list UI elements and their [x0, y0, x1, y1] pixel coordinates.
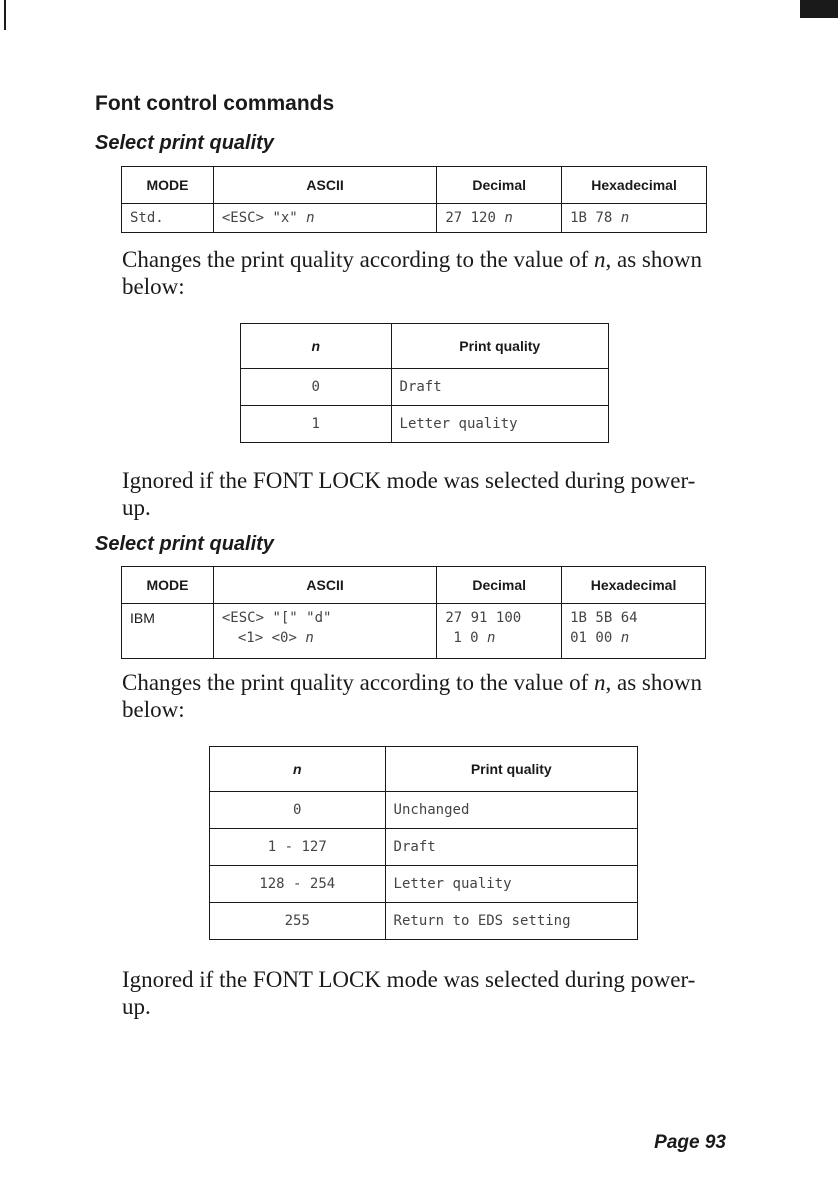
- block2-note: Ignored if the FONT LOCK mode was selected during power-up.: [122, 967, 696, 1019]
- cell-n: 0: [241, 369, 392, 406]
- decimal-line1: 27 91 100: [445, 610, 522, 626]
- block1-subtitle: Select print quality: [95, 132, 274, 154]
- table-row: [241, 406, 609, 443]
- cell-ascii: [213, 604, 436, 659]
- ascii-line2: <1> <0>: [237, 630, 297, 646]
- cell-decimal: [437, 204, 562, 233]
- cell-decimal: [437, 604, 562, 659]
- table-row: [122, 204, 707, 233]
- table-row: [210, 903, 638, 940]
- header-print-quality: Print quality: [391, 324, 608, 369]
- table-row: [210, 866, 638, 903]
- hex-line1: 1B 5B 64: [570, 610, 638, 626]
- section-title: Font control commands: [95, 92, 335, 115]
- block2-command-table: [121, 566, 706, 659]
- intro-n: n: [594, 670, 606, 695]
- ascii-line1: <ESC> "[" "d": [221, 610, 332, 626]
- table-row: [210, 829, 638, 866]
- header-mode: MODE: [122, 167, 214, 204]
- block1-intro: [122, 246, 732, 300]
- cell-quality: Letter quality: [391, 406, 608, 443]
- intro-text: Changes the print quality according to the value of: [122, 247, 595, 272]
- table-row: [241, 369, 609, 406]
- hex-n: n: [620, 210, 630, 226]
- header-n: n: [241, 324, 392, 369]
- intro-n: n: [594, 247, 606, 272]
- decimal-line2: 1 0: [453, 630, 479, 646]
- table-row: [122, 604, 706, 659]
- cell-quality: Draft: [391, 369, 608, 406]
- cell-n: 128 - 254: [210, 866, 386, 903]
- cell-quality: Draft: [385, 829, 637, 866]
- header-decimal: Decimal: [437, 167, 562, 204]
- cell-hex: [562, 604, 706, 659]
- hex-n: n: [620, 630, 630, 646]
- cell-n: 0: [210, 792, 386, 829]
- cell-quality: Letter quality: [385, 866, 637, 903]
- decimal-value: 27 120: [445, 210, 496, 226]
- decimal-n: n: [504, 210, 513, 226]
- decimal-n: n: [487, 630, 496, 646]
- ascii-n: n: [305, 630, 314, 646]
- block2-value-table: [209, 746, 638, 940]
- header-decimal: Decimal: [437, 567, 562, 604]
- cell-mode: Std.: [122, 204, 214, 233]
- block1-note: Ignored if the FONT LOCK mode was selected during power-up.: [122, 468, 696, 520]
- block1-value-table: [240, 323, 609, 443]
- block1-command-table: [121, 166, 707, 233]
- table-header-row: [122, 567, 706, 604]
- ascii-line2-wrap: [222, 628, 428, 648]
- block2-intro: [122, 669, 732, 723]
- corner-registration-mark: [800, 0, 838, 18]
- hex-line2: 01 00: [570, 630, 613, 646]
- table-header-row: [210, 747, 638, 792]
- intro-text-end: , as shown below:: [122, 247, 702, 299]
- decimal-line2-wrap: [445, 628, 553, 648]
- header-hexadecimal: Hexadecimal: [562, 167, 707, 204]
- hex-value: 1B 78: [570, 210, 613, 226]
- header-n: n: [210, 747, 386, 792]
- cell-ascii: [213, 204, 436, 233]
- cell-hex: [562, 204, 707, 233]
- header-print-quality: Print quality: [385, 747, 637, 792]
- cell-mode: IBM: [122, 604, 214, 659]
- page-number: Page 93: [654, 1132, 726, 1153]
- ascii-n: n: [306, 210, 315, 226]
- cell-n: 1: [241, 406, 392, 443]
- intro-text: Changes the print quality according to the value of: [122, 670, 595, 695]
- cell-quality: Return to EDS setting: [385, 903, 637, 940]
- header-mode: MODE: [122, 567, 214, 604]
- cell-n: 1 - 127: [210, 829, 386, 866]
- header-ascii: ASCII: [213, 567, 436, 604]
- left-edge-rule: [4, 0, 6, 30]
- cell-quality: Unchanged: [385, 792, 637, 829]
- hex-line2-wrap: [570, 628, 697, 648]
- header-hexadecimal: Hexadecimal: [562, 567, 706, 604]
- table-header-row: [241, 324, 609, 369]
- block2-subtitle: Select print quality: [95, 533, 274, 555]
- cell-n: 255: [210, 903, 386, 940]
- ascii-value: <ESC> "x": [221, 210, 298, 226]
- table-header-row: [122, 167, 707, 204]
- intro-text-end: , as shown below:: [122, 670, 702, 722]
- header-ascii: ASCII: [213, 167, 436, 204]
- table-row: [210, 792, 638, 829]
